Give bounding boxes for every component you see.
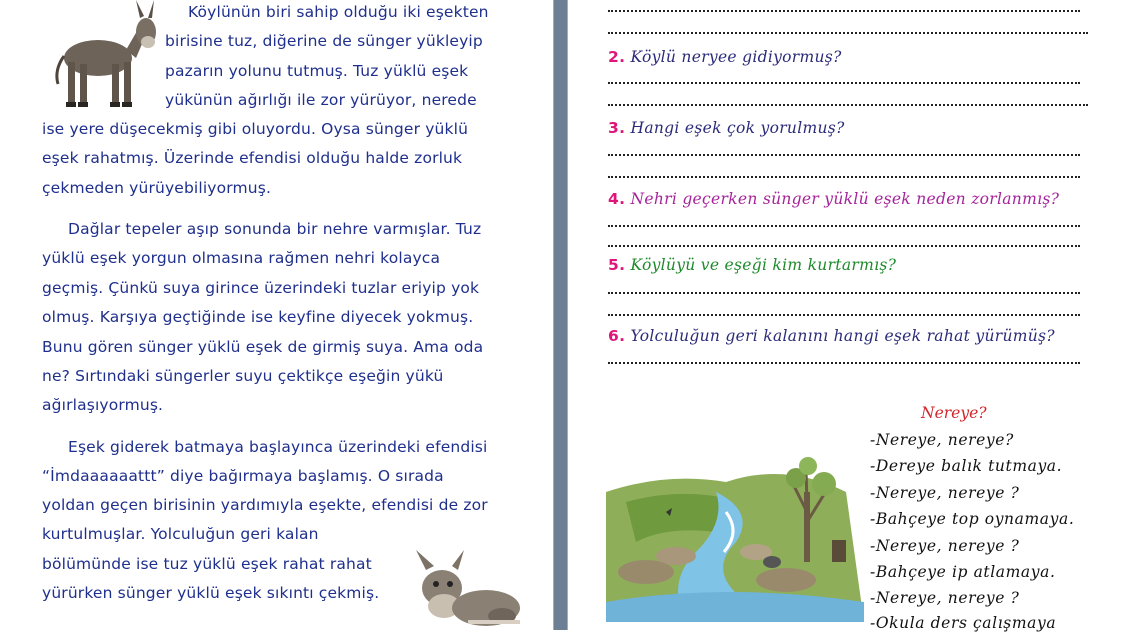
poem-line-5: -Nereye, nereye ? [870,537,1020,555]
story-line-5: ise yere düşecekmiş gibi oluyordu. Oysa sünger yüklü [42,120,469,138]
answer-line [608,314,1080,316]
question-label: Köylü neryee gidiyormuş? [630,48,842,66]
answer-line [608,82,1080,84]
question-2-text [608,48,842,66]
question-number: 3. [608,119,626,137]
poem-line-6: -Bahçeye ip atlamaya. [870,563,1056,581]
poem-line-2: -Dereye balık tutmaya. [870,457,1063,475]
story-line-14: ağırlaşıyormuş. [42,396,164,414]
donkey-icon [40,0,160,110]
poem-line-8: -Okula ders çalışmaya [870,614,1057,632]
story-line-6: eşek rahatmış. Üzerinde efendisi olduğu halde zorluk [42,149,463,167]
question-5-text [608,256,896,274]
book-spine [553,0,568,630]
question-number: 6. [608,327,626,345]
question-3-text [608,119,845,137]
story-line-16: “İmdaaaaaattt” diye bağırmaya başlamış. O sırada [42,467,444,485]
story-line-11: olmuş. Karşıya geçtiğinde ise keyfine diyecek yokmuş. [42,308,474,326]
story-line-19: bölümünde ise tuz yüklü eşek rahat rahat [42,555,372,573]
question-label: Yolculuğun geri kalanını hangi eşek rahat yürümüş? [630,327,1055,345]
question-number: 5. [608,256,626,274]
poem-line-3: -Nereye, nereye ? [870,484,1020,502]
story-line-1: Köylünün biri sahip olduğu iki eşekten [188,3,489,21]
story-line-12: Bunu gören sünger yüklü eşek de girmiş suya. Ama oda [42,338,484,356]
answer-line [608,104,1088,106]
question-4-text [608,190,1059,208]
story-line-8: Dağlar tepeler aşıp sonunda bir nehre varmışlar. Tuz [68,220,482,238]
answer-line [608,362,1080,364]
answer-line [608,10,1080,12]
story-line-10: geçmiş. Çünkü suya girince üzerindeki tuzlar eriyip yok [42,279,480,297]
poem-line-1: -Nereye, nereye? [870,431,1014,449]
answer-line [608,154,1080,156]
river-landscape-icon [606,452,864,630]
question-number: 2. [608,48,626,66]
answer-line [608,292,1080,294]
answer-line [608,225,1080,227]
donkey-head-icon [408,550,523,630]
question-label: Nehri geçerken sünger yüklü eşek neden zorlanmış? [630,190,1060,208]
question-label: Köylüyü ve eşeği kim kurtarmış? [630,256,897,274]
question-number: 4. [608,190,626,208]
story-line-3: pazarın yolunu tutmuş. Tuz yüklü eşek [165,62,469,80]
story-line-17: yoldan geçen birisinin yardımıyla eşekte, efendisi de zor [42,496,488,514]
story-line-18: kurtulmuşlar. Yolculuğun geri kalan [42,525,319,543]
poem-line-7: -Nereye, nereye ? [870,589,1020,607]
question-6-text [608,327,1055,345]
story-line-2: birisine tuz, diğerine de sünger yükleyip [165,32,483,50]
questions-page [568,0,1121,630]
poem-line-4: -Bahçeye top oynamaya. [870,510,1075,528]
question-label: Hangi eşek çok yorulmuş? [630,119,845,137]
answer-line [608,176,1080,178]
poem-title: Nereye? [921,404,987,422]
question-5 [608,255,1088,274]
question-2 [608,47,1088,66]
story-line-9: yüklü eşek yorgun olmasına rağmen nehri kolayca [42,249,441,267]
story-page [0,0,553,630]
answer-line [608,245,1080,247]
question-6 [608,326,1088,345]
story-line-20: yürürken sünger yüklü eşek sıkıntı çekmiş. [42,584,380,602]
story-line-15: Eşek giderek batmaya başlayınca üzerindeki efendisi [68,438,488,456]
story-line-4: yükünün ağırlığı ile zor yürüyor, nerede [165,91,477,109]
question-4 [608,189,1088,208]
question-3 [608,118,1088,137]
story-line-7: çekmeden yürüyebiliyormuş. [42,179,272,197]
story-line-13: ne? Sırtındaki süngerler suyu çektikçe eşeğin yükü [42,367,444,385]
answer-line [608,32,1088,34]
